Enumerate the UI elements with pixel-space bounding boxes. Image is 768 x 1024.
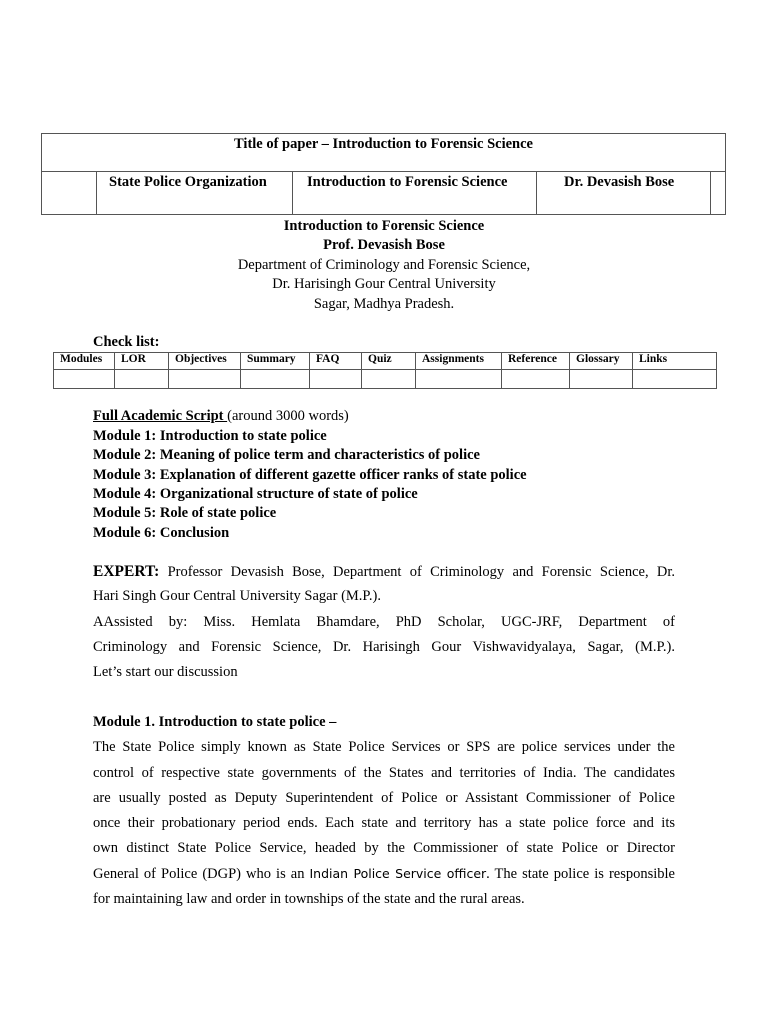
checklist-cell (115, 370, 169, 389)
checklist-cell (570, 370, 633, 389)
checklist-header: Assignments (416, 353, 502, 370)
module-1-line: control of respective state governments of the States and territories of India. The candidates (93, 765, 675, 781)
checklist-cell (241, 370, 310, 389)
checklist-header: Objectives (169, 353, 241, 370)
expert-label: EXPERT: (93, 563, 160, 580)
expert-text: Professor Devasish Bose, Department of Criminology and Forensic Science, Dr. (159, 564, 675, 580)
module-1-line: The State Police simply known as State Police Services or SPS are police services under the (93, 739, 675, 755)
module-1-line: once their probationary period ends. Each state and territory has a state police force and its (93, 815, 675, 831)
checklist-header: Links (633, 353, 717, 370)
module-1-line: own distinct State Police Service, headed by the Commissioner of state Police or Director (93, 840, 675, 856)
header-cell-topic: State Police Organization (109, 174, 267, 190)
table-divider (710, 172, 711, 214)
checklist-cell (54, 370, 115, 389)
module-1-line: for maintaining law and order in townships of the state and the rural areas. (93, 891, 525, 907)
script-heading: Full Academic Script (93, 408, 228, 424)
checklist-table (53, 352, 717, 389)
discussion-line: Let’s start our discussion (93, 664, 238, 680)
module-1-text-sans: Indian Police Service officer (309, 866, 487, 881)
table-divider (96, 172, 97, 214)
checklist-header: FAQ (310, 353, 362, 370)
intro-university: Dr. Harisingh Gour Central University (272, 276, 496, 292)
checklist-cell (169, 370, 241, 389)
checklist-cell (416, 370, 502, 389)
module-list-item: Module 3: Explanation of different gazette officer ranks of state police (93, 467, 527, 483)
expert-line-2: Hari Singh Gour Central University Sagar (M.P.). (93, 588, 381, 604)
checklist-header: Reference (502, 353, 570, 370)
checklist-header-row (54, 353, 717, 370)
module-1-text: General of Police (DGP) who is an (93, 866, 310, 882)
module-list-item: Module 1: Introduction to state police (93, 428, 327, 444)
script-heading-line (93, 408, 349, 425)
checklist-header: LOR (115, 353, 169, 370)
checklist-label: Check list: (93, 334, 160, 350)
module-list-item: Module 4: Organizational structure of state of police (93, 486, 418, 502)
intro-title: Introduction to Forensic Science (283, 218, 485, 234)
assisted-line-2: Criminology and Forensic Science, Dr. Harisingh Gour Vishwavidyalaya, Sagar, (M.P.). (93, 639, 675, 655)
table-divider (536, 172, 537, 214)
expert-line (93, 563, 675, 581)
checklist-header: Modules (54, 353, 115, 370)
module-list-item: Module 5: Role of state police (93, 505, 277, 521)
table-divider (292, 172, 293, 214)
intro-author: Prof. Devasish Bose (323, 237, 445, 253)
intro-department: Department of Criminology and Forensic Science, (237, 257, 531, 273)
checklist-empty-row (54, 370, 717, 389)
header-table (41, 133, 726, 215)
module-1-heading: Module 1. Introduction to state police – (93, 714, 337, 730)
checklist-cell (362, 370, 416, 389)
checklist-header: Summary (241, 353, 310, 370)
header-cell-author: Dr. Devasish Bose (564, 174, 675, 190)
checklist-cell (633, 370, 717, 389)
intro-place: Sagar, Madhya Pradesh. (313, 296, 455, 312)
module-1-text: . The state police is responsible (486, 866, 675, 882)
paper-title: Title of paper – Introduction to Forensic Science (234, 136, 533, 152)
checklist-header: Glossary (570, 353, 633, 370)
module-1-line: are usually posted as Deputy Superintendent of Police or Assistant Commissioner of Police (93, 790, 675, 806)
module-1-line (93, 866, 675, 883)
checklist-header: Quiz (362, 353, 416, 370)
script-word-count: (around 3000 words) (227, 408, 349, 424)
module-list-item: Module 6: Conclusion (93, 525, 230, 541)
checklist-cell (310, 370, 362, 389)
assisted-line-1: AAssisted by: Miss. Hemlata Bhamdare, PhD Scholar, UGC-JRF, Department of (93, 614, 675, 630)
header-cell-paper: Introduction to Forensic Science (307, 174, 508, 190)
module-list-item: Module 2: Meaning of police term and characteristics of police (93, 447, 480, 463)
checklist-cell (502, 370, 570, 389)
header-title-row (42, 134, 725, 172)
